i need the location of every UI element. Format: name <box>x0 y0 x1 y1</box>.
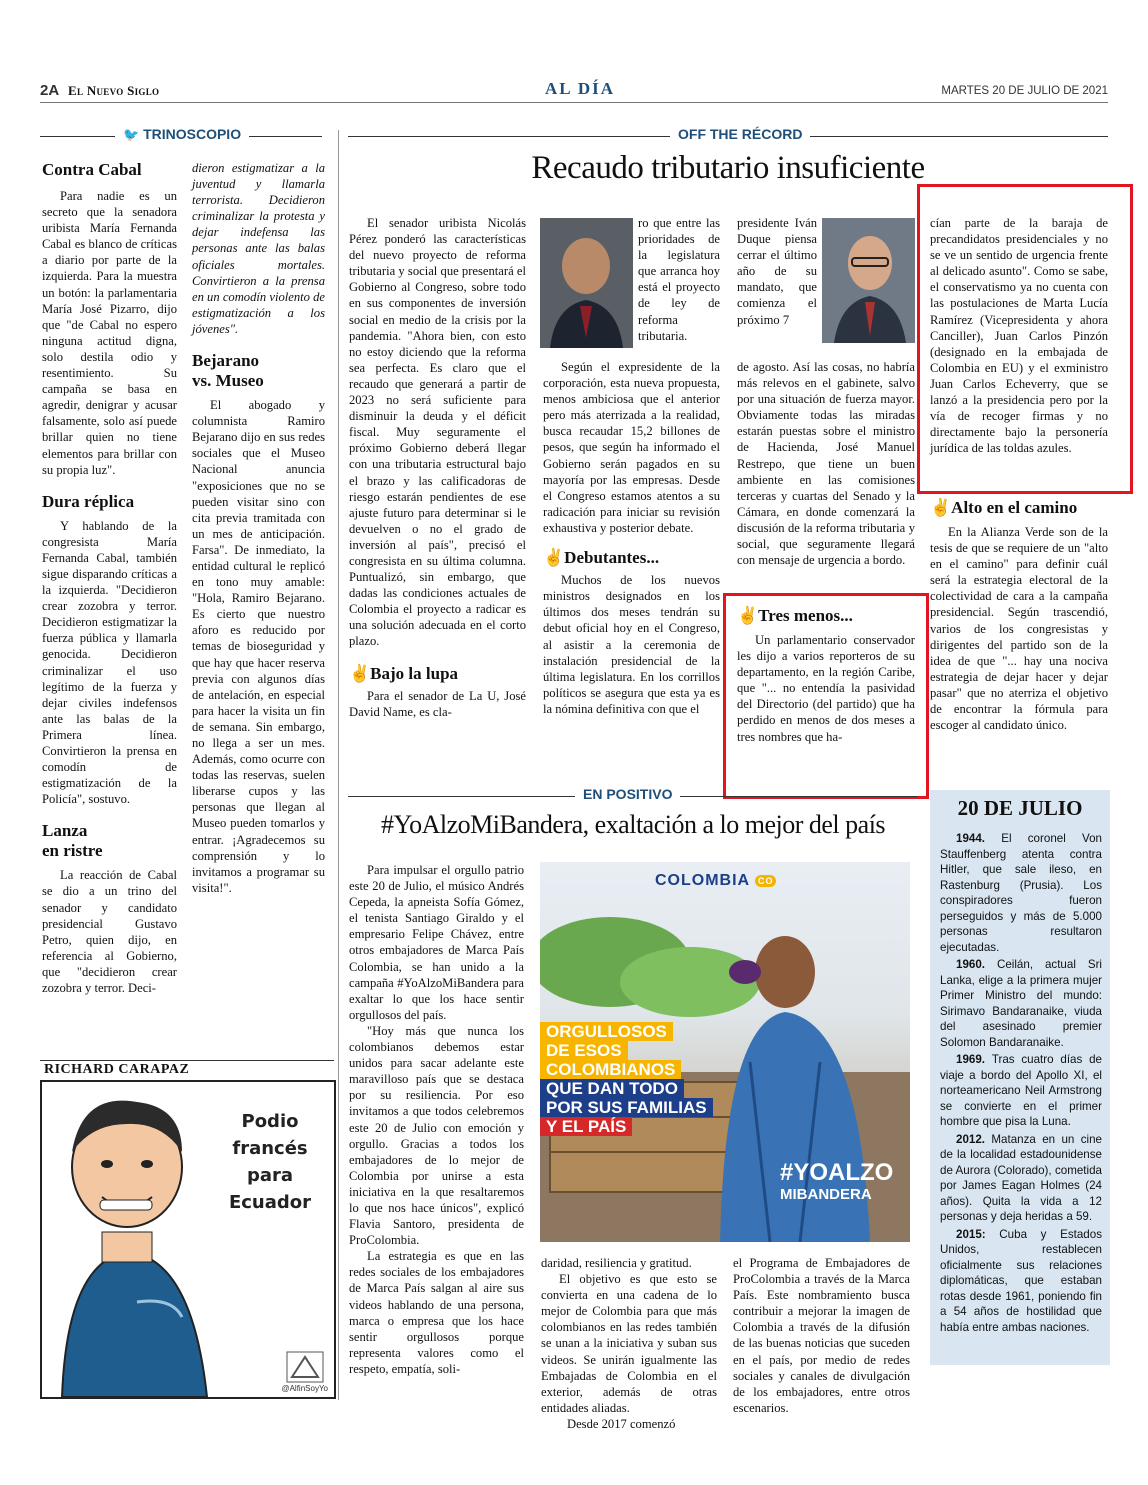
alto-block <box>930 498 1108 733</box>
efemeride-text: Ceilán, actual Sri Lanka, elige a la primera mujer Primer Ministro del mundo: Sirimavo Bandaranaike, viuda del asesinado premier Solomon Bandaranaike. <box>940 958 1103 1049</box>
dura-replica-text: Y hablando de la congresista María Fernanda Cabal, también sigue disparando críticas a la izquierda. "Decidieron crear zozobra y terror. Decidieron estigmatizar la fuerza pública y llamarla genocida. Decidieron criminalizar el uso legítimo de la fuerza y dejar civiles indefensos ante las balas de la Primera línea. Convirtieron la prensa en comodín de estigmatización de la Policía", sostuvo. <box>42 518 177 807</box>
lanza-heading-1: Lanza <box>42 821 88 841</box>
efemeride-text: El coronel Von Stauffenberg atenta contra Hitler, que sale ileso, en Rastenburg (Prusia). Los conspiradores fueron perseguidos y más de 5.000 personas resultaron ejecutadas. <box>940 832 1102 954</box>
ad-brand: COLOMBIA CO <box>655 872 776 890</box>
hand-icon: ✌ <box>349 663 371 683</box>
efemeride-text: Matanza en un cine de la localidad estadounidense de Aurora (Colorado), cometida por James Eagan Holmes (24 años). Quita la vida a 12 personas y deja heridas a 59. <box>940 1132 1102 1223</box>
offrecord-col2-top: ro que entre las prioridades de la legislatura que arranca hoy está el proyecto de ley de reforma tributaria. <box>638 216 720 343</box>
offrecord-col1: El senador uribista Nicolás Pérez ponderó las características del nuevo proyecto de reforma tributaria y social que presentará el Gobierno al Congreso, sobre todo en sus componentes de inversión social en medio de la crisis por la pandemia. "Ahora bien, con esto no estoy diciendo que la reforma sea perfecta. Es claro que el recaudo que generará a partir de 2023 no será suficiente para disminuir la deuda y el déficit fiscal. Muy seguramente el próximo Gobierno deberá llegar con una tributaria estructural bajo el brazo y las calificadoras de riesgo estarán pendientes de ese ajuste futuro para determinar si le devuelven o no el grado de inversión al país", precisó el congresista en su última columna. Puntualizó, sin embargo, que dadas las condiciones actuales de Colombia el proyecto a radicar es una solución adecuada en el corto plazo. ✌Bajo la lupa Para el senador de La U, José David Name, es cla- <box>349 216 526 719</box>
enpositivo-headline: #YoAlzoMiBandera, exaltación a lo mejor del país <box>380 810 886 839</box>
portrait-illustration <box>822 218 915 343</box>
page-number: 2A <box>40 82 60 99</box>
efemerides-list <box>930 821 1110 1335</box>
lanza-text: La reacción de Cabal se dio a un trino del senador y candidato presidencial Gustavo Petro, quien dijo, en referencia al Gobierno, que "decidieron crear zozobra y terror. Deci- <box>42 868 177 996</box>
issue-date: MARTES 20 DE JULIO DE 2021 <box>941 85 1108 97</box>
trinoscopio-col2 <box>192 160 325 896</box>
efemeride-year: 1960. <box>956 958 997 971</box>
minister-photo <box>822 218 915 343</box>
bejarano-text: El abogado y columnista Ramiro Bejarano dijo en sus redes sociales que el Museo Nacional anuncia "exposiciones que no se pueden visitar sino con cita previa tramitada con un mes de anticipación. Farsa". De inmediato, la entidad cultural le replicó en tono muy amable: "Hola, Ramiro Bejarano. Es cierto que nuestro aforo es reducido por temas de bioseguridad y que hay que hacer reserva previa con algunos días de antelación, en especial para hacer la visita un fin de semana. Sin embargo, no llega a ser un mes. Además, como ocurre con todas las reservas, suelen liberarse cupos y las personas que llegan al Museo pueden tomarlos y entrar. ¡Agradecemos su comprensión y lo invitamos a programar su visita!". <box>192 398 325 895</box>
enpositivo-label: EN POSITIVO <box>575 786 680 802</box>
bejarano-heading-1: Bejarano <box>192 351 260 371</box>
tres-menos-block <box>737 606 915 745</box>
ad-brand-badge: CO <box>755 875 777 887</box>
enpositivo-col1: Para impulsar el orgullo patrio este 20 de Julio, el músico Andrés Cepeda, la apneista Sofía Gómez, el tenista Santiago Giraldo y el empresario Felipe Chávez, entre otros embajadores de Marca País Colombia, se han unido a la campaña #YoAlzoMiBandera para exaltar lo que los hace sentir orgullosos del país. "Hoy más que nunca los colombianos debemos estar unidos para sacar adelante este maravilloso país que se destaca por su resiliencia. Por eso invitamos a que todos celebremos este 20 de Julio con emoción y orgullo. Gracias a todos los embajadores de lo mejor de Colombia por unirse a esta iniciativa en la que resaltaremos lo que nos hace únicos", explicó Flavia Santoro, presidenta de ProColombia. La estrategia es que en las redes sociales de los embajadores de Marca País salgan al aire sus videos hablando de una persona, marca o empresa que los hace sentir orgullosos porque representa valores como el respeto, empatía, soli- <box>349 863 524 1376</box>
efemeride-year: 1944. <box>956 832 1002 845</box>
alto-text: En la Alianza Verde son de la tesis de que se requiere de un "alto en el camino" para definir cuál será la estrategia electoral de la colectividad de cara a la campaña presidencial. Según trascendió, varios de los congresistas y dirigentes del partido son de la idea de que "... hay una nociva estrategia de dejar hacer y dejar pasar" que no aterriza el objetivo de encontrar la fórmula para escoger al candidato único. <box>930 525 1108 733</box>
hand-icon: ✌ <box>930 498 952 517</box>
cartoon-speech-text: Podio francés para Ecuador <box>228 1111 312 1213</box>
tres-menos-heading: ✌Tres menos... <box>737 606 853 625</box>
efemeride-text: Tras cuatro días de viaje a bordo del Apollo XI, el norteamericano Neil Armstrong se convierte en el primer hombre que pisa la Luna. <box>940 1053 1102 1128</box>
section-title: AL DÍA <box>544 79 616 98</box>
twitter-bird-icon: 🐦 <box>123 127 140 142</box>
lanza-heading-2: en ristre <box>42 841 103 861</box>
offrecord-col4: cían parte de la baraja de precandidatos presidenciales y no se ve un sentido de urgencia frente al delicado asunto". Como se sabe, el conservatismo ya no cuenta con las postulaciones de Marta Lucía Ramírez (Vicepresidenta y ahora Canciller), Juan Carlos Pinzón (designado en la embajada de Colombia en EU) y el exministro Juan Carlos Echeverry, que se lanzó a la presidencia pero por la vía de recoger firmas y no directamente bajo la personería jurídica de las toldas azules. <box>930 216 1108 456</box>
offrecord-col3: de agosto. Así las cosas, no habría más relevos en el gabinete, salvo por una situación de fuerza mayor. Obviamente todas las miradas estarán puestas sobre el ministro de Hacienda, José Manuel Restrepo, que tiene un buen ambiente en las comisiones terceras y cuartas del Senado y la Cámara, en donde comenzará la discusión de la reforma tributaria y social, que seguramente llegará con mensaje de urgencia a bordo. <box>737 360 915 568</box>
dura-replica-heading: Dura réplica <box>42 491 135 511</box>
offrecord-headline: Recaudo tributario insuficiente <box>531 150 925 186</box>
debutantes-heading: ✌Debutantes... <box>543 548 660 568</box>
trinoscopio-label: 🐦 TRINOSCOPIO <box>115 126 249 143</box>
efemeride-item <box>940 1227 1102 1336</box>
masthead-rule <box>40 102 1108 103</box>
cartoon-top-rule <box>40 1060 334 1061</box>
enpositivo-col3: el Programa de Embajadores de ProColombia a través de la Marca País. Este nombramiento busca contribuir a mejorar la imagen de Colombia a través de la difusión de las buenas noticias que suceden en el país, por medio de redes sociales y canales de divulgación de los embajadores, entre otros escenarios. <box>733 1256 910 1415</box>
cartoon-title: RICHARD CARAPAZ <box>44 1062 190 1077</box>
efemeride-year: 2015: <box>956 1227 1000 1241</box>
ad-slogan: ORGULLOSOS DE ESOS COLOMBIANOS QUE DAN TODO POR SUS FAMILIAS Y EL PAÍS <box>540 1022 720 1136</box>
trinoscopio-col1 <box>42 160 177 996</box>
alto-heading: ✌Alto en el camino <box>930 498 1078 517</box>
tres-menos-text: Un parlamentario conservador les dijo a varios reporteros de su departamento, en la región Caribe, que "... no entendía la pasividad del Directorio (del partido) que ha perdido en menos de dos meses a tres nombres que ha- <box>737 633 915 744</box>
cartoon-frame <box>40 1080 336 1399</box>
portrait-illustration <box>540 218 633 348</box>
offrecord-col2: Según el expresidente de la corporación, esta nueva propuesta, menos ambiciosa que el anterior pero más aterrizada a la realidad, busca recaudar 15,2 billones de pesos, que según ha informado el Gobierno serán pagados en su mayoría por las empresas. Desde el Congreso estamos atentos a su radicación para iniciar su revisión exhaustiva y posterior debate. ✌Debutantes... Muchos de los nuevos ministros designados en los últimos dos meses tendrán su debut oficial hoy en el Congreso, al asistir a la ceremonia de instalación presidencial de la última legislatura. En los corrillos políticos se asegura que esta ya es la nómina definitiva con que el <box>543 360 720 716</box>
ad-hashtag: #YOALZO MIBANDERA <box>780 1159 894 1203</box>
campaign-ad-image <box>540 862 910 1242</box>
efemeride-item <box>940 831 1102 955</box>
senator-photo <box>540 218 633 348</box>
hand-icon: ✌ <box>737 606 759 625</box>
efemeride-item <box>940 1132 1102 1225</box>
offrecord-label: OFF THE RÉCORD <box>670 126 810 142</box>
efemeride-year: 1969. <box>956 1053 992 1066</box>
efemeride-year: 2012. <box>956 1132 992 1146</box>
cartoon-signature: @AlfinSoyYo <box>281 1384 328 1393</box>
efemeride-text: Cuba y Estados Unidos, restablecen oficialmente sus relaciones diplomáticas, que estaban rotas desde 1961, poniendo fin a 54 años de hostilidad que había entre ambas naciones. <box>940 1227 1102 1334</box>
bejarano-heading-2: vs. Museo <box>192 371 264 391</box>
column-divider <box>338 130 339 1400</box>
efemeride-item <box>940 957 1102 1050</box>
efemerides-box <box>930 790 1110 1365</box>
enpositivo-col2: daridad, resiliencia y gratitud. El objetivo es que esto se convierta en una cadena de lo mejor de Colombia para que más colombianos en las redes también se unan a la iniciativa y suban sus videos. Se unirán igualmente las Embajadas de Colombia en el exterior, además de otras entidades aliadas. Desde 2017 comenzó <box>541 1256 717 1431</box>
petro-quote-text: dieron estigmatizar a la juventud y llamarla terrorista. Decidieron criminalizar la protesta y dejar indefensa las personas ante las balas oficiales mortales. Convirtieron a la prensa en un comodín violento de estigmatización a los jóvenes". <box>192 161 325 336</box>
bajo-la-lupa-heading: ✌Bajo la lupa <box>349 663 459 683</box>
newspaper-name: El Nuevo Siglo <box>68 83 160 98</box>
offrecord-col3-top: presidente Iván Duque piensa cerrar el último año de su mandato, que comienza el próximo 7 <box>737 216 817 327</box>
efemerides-title: 20 DE JULIO <box>957 796 1083 820</box>
contra-cabal-heading: Contra Cabal <box>42 160 142 179</box>
efemeride-item <box>940 1052 1102 1130</box>
contra-cabal-text: Para nadie es un secreto que la senadora uribista María Fernanda Cabal es blanco de críticas a diario por parte de la izquierda. Para la muestra un botón: la parlamentaria María José Pizarro, dijo que "de Cabal no espero ninguna actitud digna, solo destila odio y resentimiento. Su campaña se basa en agredir, denigrar y acusar falsamente, solo así puede brillar quien no tiene elementos para brillar con su propia luz". <box>42 189 177 477</box>
hand-icon: ✌ <box>543 548 565 568</box>
